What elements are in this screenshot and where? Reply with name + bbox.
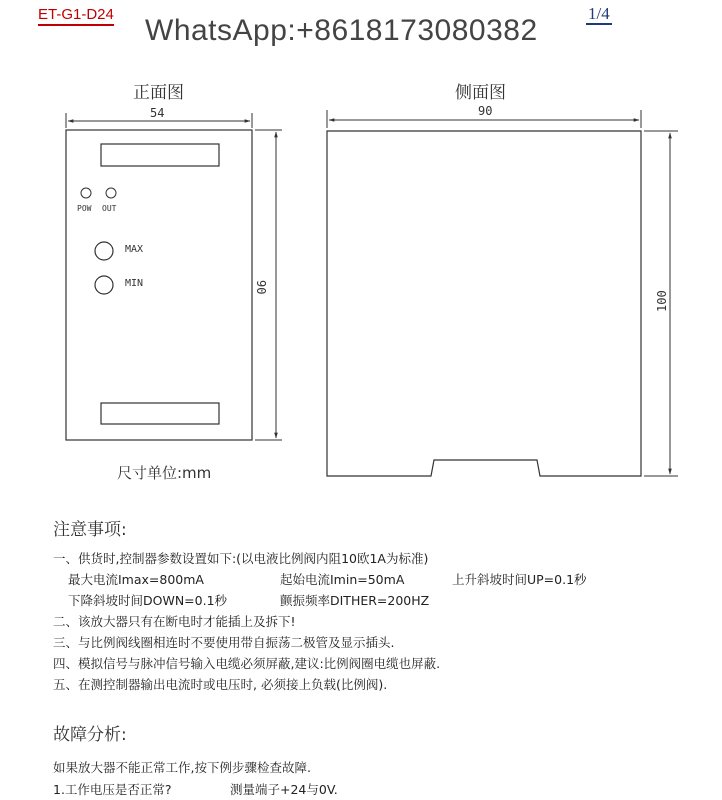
param-imax: 最大电流Imax=800mA bbox=[68, 572, 204, 587]
side-width-value: 90 bbox=[478, 104, 493, 118]
param-up: 上升斜坡时间UP=0.1秒 bbox=[452, 572, 587, 587]
note-item-1: 一、供货时,控制器参数设置如下:(以电液比例阀内阻10欧1A为标准) bbox=[53, 551, 429, 566]
fault-step-1-question: 1.工作电压是否正常? bbox=[53, 782, 172, 797]
side-panel-outline bbox=[327, 131, 641, 476]
front-height-value: 90 bbox=[254, 280, 268, 295]
max-label: MAX bbox=[125, 244, 144, 255]
out-led-icon bbox=[106, 188, 116, 198]
top-display-window bbox=[101, 144, 219, 166]
whatsapp-contact: WhatsApp:+8618173080382 bbox=[145, 14, 538, 47]
front-view-title: 正面图 bbox=[133, 83, 184, 103]
notes-heading: 注意事项: bbox=[53, 520, 127, 540]
bottom-display-window bbox=[101, 403, 219, 424]
model-number: ET-G1-D24 bbox=[38, 6, 114, 26]
param-imin: 起始电流Imin=50mA bbox=[280, 572, 405, 587]
fault-step-1-answer: 测量端子+24与0V. bbox=[230, 782, 338, 797]
min-label: MIN bbox=[125, 278, 144, 289]
side-height-value: 100 bbox=[655, 290, 669, 312]
note-item-3: 三、与比例阀线圈相连时不要使用带自振荡二极管及显示插头. bbox=[53, 635, 395, 650]
note-item-2: 二、该放大器只有在断电时才能插上及拆下! bbox=[53, 614, 296, 629]
unit-label: 尺寸单位:mm bbox=[117, 464, 212, 482]
max-knob-icon bbox=[95, 242, 113, 260]
side-view bbox=[327, 110, 678, 476]
side-view-title: 侧面图 bbox=[455, 83, 506, 103]
front-panel-outline bbox=[66, 130, 252, 440]
note-item-5: 五、在测控制器输出电流时或电压时, 必须接上负载(比例阀). bbox=[53, 677, 388, 692]
fault-heading: 故障分析: bbox=[53, 725, 127, 745]
front-width-value: 54 bbox=[150, 106, 165, 120]
page-number: 1/4 bbox=[588, 4, 610, 23]
front-view bbox=[66, 113, 282, 440]
pow-label: POW bbox=[77, 204, 92, 213]
min-knob-icon bbox=[95, 276, 113, 294]
note-item-4: 四、模拟信号与脉冲信号输入电缆必须屏蔽,建议:比例阀圈电缆也屏蔽. bbox=[53, 656, 441, 671]
fault-intro: 如果放大器不能正常工作,按下例步骤检查故障. bbox=[53, 760, 311, 775]
param-dither: 颤振频率DITHER=200HZ bbox=[280, 593, 430, 608]
pow-led-icon bbox=[81, 188, 91, 198]
out-label: OUT bbox=[102, 204, 117, 213]
param-down: 下降斜坡时间DOWN=0.1秒 bbox=[68, 593, 228, 608]
